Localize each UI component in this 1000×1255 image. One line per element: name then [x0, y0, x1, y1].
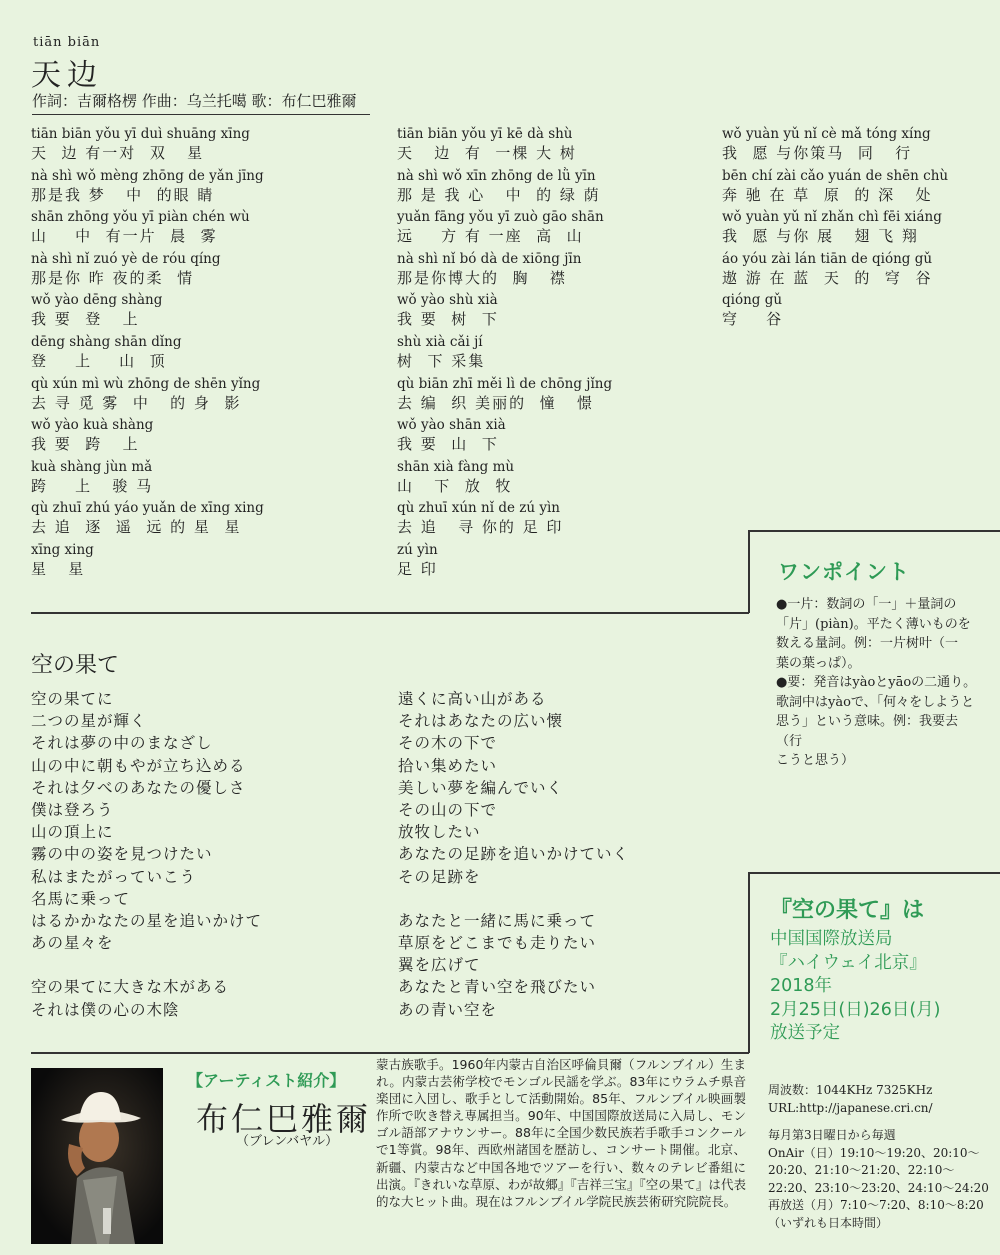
- hanzi-line: 天 边 有一对 双 星: [31, 144, 205, 162]
- japanese-line: それは僕の心の木陰: [31, 1000, 180, 1019]
- japanese-line: 拾い集めたい: [398, 756, 498, 775]
- promo-body: [770, 928, 940, 1046]
- hanzi-line: 我 要 跨 上: [31, 435, 140, 454]
- hanzi-line: 那是你博大的 胸 襟: [397, 268, 567, 287]
- lyric-line: [397, 541, 612, 583]
- rerun-times: 再放送（月）7:10～7:20、8:10～8:20: [768, 1198, 984, 1212]
- japanese-line: 草原をどこまでも走りたい: [398, 934, 597, 953]
- divider-promo-left: [748, 872, 750, 1053]
- lyric-line: [31, 125, 264, 167]
- pinyin-line: wǒ yào shān xià: [397, 417, 506, 434]
- song-title: 天边: [31, 58, 103, 93]
- pinyin-line: wǒ yào kuà shàng: [31, 417, 154, 434]
- frequency: 周波数：1044KHz 7325KHz: [768, 1083, 933, 1097]
- lyric-line: [31, 499, 264, 541]
- japanese-line: [31, 954, 262, 976]
- lyric-line: [397, 167, 612, 209]
- hanzi-line: 天 边 有 一棵 大 树: [397, 144, 577, 162]
- lyric-line: [31, 416, 264, 458]
- hanzi-line: 那是你 昨 夜的柔 情: [31, 268, 195, 287]
- lyric-line: [397, 416, 612, 458]
- pinyin-line: nà shì nǐ bó dà de xiōng jīn: [397, 250, 582, 267]
- onair-times: OnAir（日）19:10～19:20、20:10～20:20、21:10～21:20、22:10～22:20、23:10～23:20、24:10～24:20: [768, 1145, 989, 1195]
- divider-lyrics-bottom: [31, 612, 749, 614]
- hanzi-line: 那是我 梦 中 的眼 睛: [31, 185, 215, 204]
- pinyin-line: tiān biān yǒu yī kē dà shù: [397, 126, 573, 142]
- hanzi-line: 那 是 我 心 中 的 绿 荫: [397, 185, 601, 204]
- schedule-heading: 毎月第3日曜日から毎週: [768, 1128, 896, 1142]
- lyric-line: [397, 458, 612, 500]
- japanese-line: それは夢の中のまなざし: [31, 734, 213, 753]
- pinyin-line: nà shì wǒ mèng zhōng de yǎn jīng: [31, 167, 264, 184]
- pinyin-line: shān xià fàng mù: [397, 458, 515, 475]
- japanese-column-1: [31, 688, 262, 1021]
- lyric-line: [397, 291, 612, 333]
- lyric-line: [397, 333, 612, 375]
- pinyin-line: wǒ yào shù xià: [397, 292, 498, 309]
- onepoint-line: ●要：発音はyàoとyāoの二通り。: [776, 675, 977, 690]
- promo-line: 中国国際放送局: [770, 929, 893, 949]
- japanese-line: 名馬に乗って: [31, 889, 131, 908]
- japanese-title: 空の果て: [31, 653, 120, 678]
- promo-line: 2018年: [770, 976, 833, 996]
- onepoint-line: 「片」(piàn)。平たく薄いものを: [776, 616, 971, 632]
- lyrics-column-2: [397, 125, 612, 583]
- artist-photo-illustration: [31, 1068, 163, 1244]
- artist-name: 布仁巴雅爾: [196, 1100, 372, 1138]
- pinyin-line: nà shì nǐ zuó yè de róu qíng: [31, 250, 221, 267]
- pinyin-line: áo yóu zài lán tiān de qióng gǔ: [722, 250, 933, 267]
- japanese-line: あなたの足跡を追いかけていく: [398, 845, 630, 864]
- website-url: URL:http://japanese.cri.cn/: [768, 1100, 933, 1115]
- onepoint-line: 歌詞中はyàoで、「何々をしようと: [776, 694, 975, 710]
- lyric-line: [31, 541, 264, 583]
- hanzi-line: 跨 上 骏 马: [31, 476, 154, 495]
- hanzi-line: 去 寻 觅 雾 中 的 身 影: [31, 393, 242, 412]
- hanzi-line: 去 编 织 美丽的 憧 憬: [397, 393, 594, 412]
- pinyin-line: dēng shàng shān dǐng: [31, 333, 182, 350]
- lyric-line: [31, 333, 264, 375]
- pinyin-line: wǒ yào dēng shàng: [31, 292, 163, 309]
- onepoint-title: ワンポイント: [778, 560, 910, 584]
- lyric-line: [397, 250, 612, 292]
- hanzi-line: 山 中 有一片 晨 雾: [31, 227, 218, 246]
- onepoint-line: 思う」という意味。例：我要去（行: [776, 714, 959, 749]
- hanzi-line: 去 追 寻 你的 足 印: [397, 518, 564, 537]
- japanese-line: その足跡を: [398, 867, 481, 886]
- japanese-line: 山の中に朝もやが立ち込める: [31, 756, 246, 775]
- pinyin-line: bēn chí zài cǎo yuán de shēn chù: [722, 167, 949, 184]
- japanese-line: その山の下で: [398, 800, 498, 819]
- lyric-line: [397, 125, 612, 167]
- pinyin-line: shù xià cǎi jí: [397, 333, 483, 350]
- promo-line: 『ハイウェイ北京』: [770, 952, 927, 973]
- lyric-line: [397, 208, 612, 250]
- artist-section-tag: 【アーティスト紹介】: [187, 1071, 346, 1090]
- lyric-line: [722, 250, 948, 292]
- hanzi-line: 去 追 逐 遥 远 的 星 星: [31, 518, 242, 537]
- japanese-line: 私はまたがっていこう: [31, 867, 197, 886]
- japanese-column-2: [398, 688, 629, 1021]
- pinyin-line: qù zhuī xún nǐ de zú yìn: [397, 500, 560, 517]
- lyrics-column-3: [722, 125, 948, 333]
- japanese-line: あなたと青い空を飛びたい: [398, 978, 597, 997]
- hanzi-line: 远 方 有 一座 高 山: [397, 227, 584, 246]
- pinyin-line: tiān biān yǒu yī duì shuāng xīng: [31, 126, 250, 142]
- japanese-line: 遠くに高い山がある: [398, 690, 547, 708]
- pinyin-line: qù biān zhī měi lì de chōng jǐng: [397, 375, 613, 392]
- onepoint-line: 数える量詞。例：一片树叶（一: [776, 636, 959, 651]
- pinyin-line: kuà shàng jùn mǎ: [31, 458, 153, 475]
- hanzi-line: 遨 游 在 蓝 天 的 穹 谷: [722, 268, 933, 287]
- japanese-line: はるかかなたの星を追いかけて: [31, 911, 263, 930]
- pinyin-line: zú yìn: [397, 541, 438, 558]
- japanese-line: 空の果てに大きな木がある: [31, 978, 230, 997]
- pinyin-line: qù zhuī zhú yáo yuǎn de xīng xing: [31, 500, 264, 517]
- artist-name-reading: （ブレンバヤル）: [236, 1134, 339, 1149]
- onepoint-body: [776, 595, 982, 771]
- lyric-line: [31, 458, 264, 500]
- pinyin-line: shān zhōng yǒu yī piàn chén wù: [31, 209, 250, 226]
- artist-photo: [31, 1068, 163, 1244]
- divider-onepoint-top: [748, 530, 1000, 532]
- promo-title: 『空の果て』は: [770, 898, 925, 923]
- divider-artist-top: [31, 1052, 749, 1054]
- pinyin-line: wǒ yuàn yǔ nǐ cè mǎ tóng xíng: [722, 126, 931, 142]
- onepoint-line: 葉の葉っぱ）。: [776, 655, 861, 671]
- promo-line: 放送予定: [770, 1023, 840, 1043]
- hanzi-line: 我 要 山 下: [397, 435, 499, 454]
- divider-promo-top: [748, 872, 1000, 874]
- pinyin-line: yuǎn fāng yǒu yī zuò gāo shān: [397, 209, 604, 226]
- pinyin-line: qù xún mì wù zhōng de shēn yǐng: [31, 375, 261, 392]
- japanese-line: 山の頂上に: [31, 823, 114, 842]
- pinyin-line: qióng gǔ: [722, 292, 783, 309]
- pinyin-line: nà shì wǒ xīn zhōng de lǜ yīn: [397, 167, 596, 184]
- broadcast-info: [768, 1082, 994, 1232]
- japanese-line: その木の下で: [398, 734, 498, 753]
- japanese-line: 放牧したい: [398, 823, 481, 842]
- lyric-line: [397, 375, 612, 417]
- onepoint-line: ●一片：数詞の「一」＋量詞の: [776, 597, 957, 612]
- japanese-line: それはあなたの広い懐: [398, 712, 564, 731]
- hanzi-line: 树 下 采集: [397, 351, 486, 370]
- japanese-line: あの星々を: [31, 934, 114, 953]
- japanese-line: 美しい夢を編んでいく: [398, 778, 564, 797]
- hanzi-line: 足 印: [397, 559, 438, 578]
- onepoint-line: こうと思う）: [776, 753, 855, 768]
- japanese-line: 霧の中の姿を見つけたい: [31, 845, 213, 864]
- song-credits: 作詞：吉爾格楞 作曲：乌兰托噶 歌：布仁巴雅爾: [32, 90, 370, 115]
- japanese-line: 翼を広げて: [398, 956, 481, 975]
- pinyin-line: wǒ yuàn yǔ nǐ zhǎn chì fēi xiáng: [722, 209, 942, 226]
- hanzi-line: 登 上 山 顶: [31, 351, 167, 370]
- timezone-note: （いずれも日本時間）: [768, 1215, 889, 1230]
- lyric-line: [722, 291, 948, 333]
- japanese-line: あなたと一緒に馬に乗って: [398, 911, 597, 930]
- hanzi-line: 我 愿 与你策马 同 行: [722, 144, 913, 162]
- lyric-line: [31, 375, 264, 417]
- hanzi-line: 我 愿 与你 展 翅 飞 翔: [722, 227, 919, 246]
- lyric-line: [722, 125, 948, 167]
- hanzi-line: 我 要 树 下: [397, 310, 499, 329]
- artist-bio: 蒙古族歌手。1960年内蒙古自治区呼倫貝爾（フルンブイル）生まれ。内蒙古芸術学校でモンゴル民謡を学ぶ。83年にウラムチ県音楽団に入団し、歌手として活動開始。85年、フルンブイル映画製作所で吹き替え専属担当。90年、中国国際放送局に入局し、モンゴル語部アナウンサー。88年に全国少数民族若手歌手コンクールで1等賞。98年、西欧州諸国を歴訪し、コンサート開催。北京、新疆、内蒙古など中国各地でツアーを行い、数々のテレビ番組に出演。『きれいな草原、わが故郷』『吉祥三宝』『空の果て』は代表的な大ヒット曲。現在はフルンブイル学院民族芸術研究院院長。: [376, 1057, 746, 1209]
- hanzi-line: 奔 驰 在 草 原 的 深 处: [722, 185, 933, 204]
- japanese-line: あの青い空を: [398, 1000, 498, 1019]
- lyric-line: [31, 167, 264, 209]
- hanzi-line: 星 星: [31, 559, 86, 578]
- hanzi-line: 山 下 放 牧: [397, 476, 513, 495]
- lyric-line: [722, 167, 948, 209]
- lyric-line: [722, 208, 948, 250]
- lyric-line: [31, 208, 264, 250]
- lyric-line: [31, 291, 264, 333]
- lyric-line: [31, 250, 264, 292]
- japanese-line: 僕は登ろう: [31, 800, 114, 819]
- hanzi-line: 我 要 登 上: [31, 310, 140, 329]
- japanese-line: 空の果てに: [31, 690, 114, 708]
- japanese-line: それは夕べのあなたの優しさ: [31, 778, 246, 797]
- lyrics-column-1: [31, 125, 264, 583]
- divider-onepoint-left: [748, 530, 750, 613]
- lyric-line: [397, 499, 612, 541]
- pinyin-line: xīng xing: [31, 541, 94, 558]
- song-title-pinyin: tiān biān: [33, 35, 101, 50]
- japanese-line: [398, 888, 629, 910]
- japanese-line: 二つの星が輝く: [31, 712, 147, 731]
- promo-line: 2月25日(日)26日(月): [770, 999, 941, 1020]
- hanzi-line: 穹 谷: [722, 310, 784, 329]
